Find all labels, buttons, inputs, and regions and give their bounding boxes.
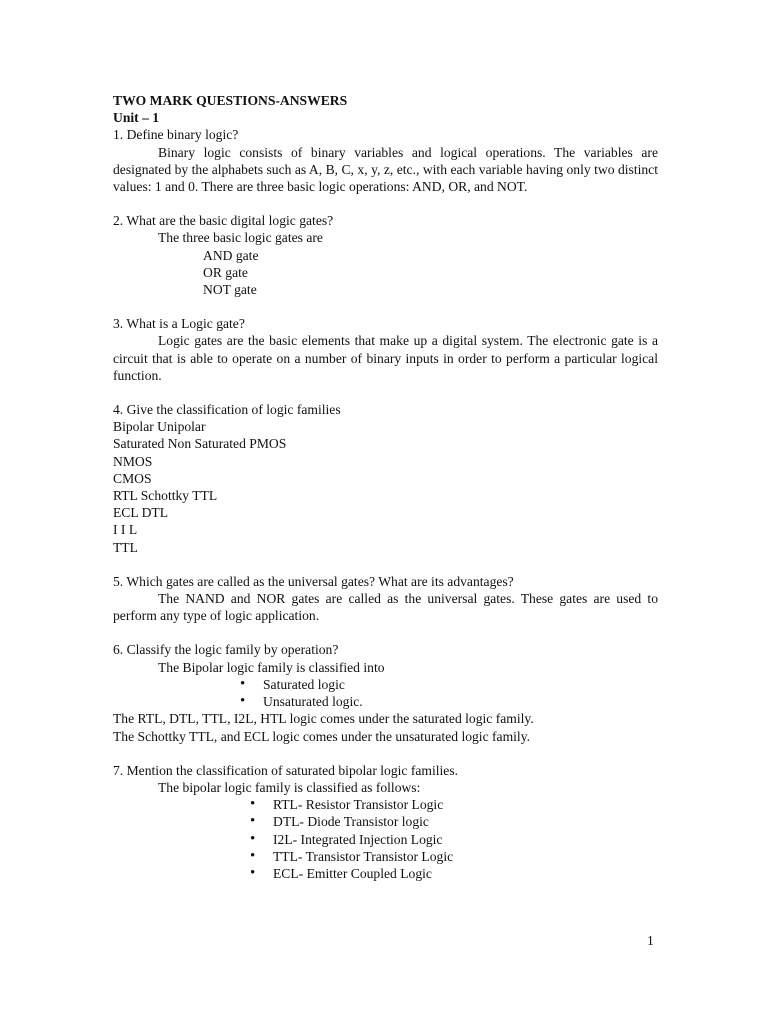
gate-item: OR gate bbox=[203, 264, 248, 280]
answer-6-note: The RTL, DTL, TTL, I2L, HTL logic comes under the saturated logic family. bbox=[113, 711, 534, 727]
question-1: 1. Define binary logic? bbox=[113, 127, 239, 143]
list-item: • ECL- Emitter Coupled Logic bbox=[113, 865, 658, 882]
list-item: • DTL- Diode Transistor logic bbox=[113, 813, 658, 830]
list-item: • TTL- Transistor Transistor Logic bbox=[113, 848, 658, 865]
answer-7-intro: The bipolar logic family is classified as follows: bbox=[158, 779, 421, 795]
gate-item: AND gate bbox=[203, 247, 259, 263]
family-line: Bipolar Unipolar bbox=[113, 419, 206, 435]
family-line: CMOS bbox=[113, 470, 152, 486]
list-item: • Unsaturated logic. bbox=[113, 693, 658, 710]
question-7: 7. Mention the classification of saturated bipolar logic families. bbox=[113, 762, 459, 778]
bullet-list bbox=[113, 796, 658, 882]
page-number: 1 bbox=[647, 933, 654, 948]
answer-6-note: The Schottky TTL, and ECL logic comes under the unsaturated logic family. bbox=[113, 728, 531, 744]
family-line: Saturated Non Saturated PMOS bbox=[113, 436, 287, 452]
question-5: 5. Which gates are called as the universal gates? What are its advantages? bbox=[113, 573, 514, 589]
question-4: 4. Give the classification of logic families bbox=[113, 402, 341, 418]
list-item: • I2L- Integrated Injection Logic bbox=[113, 831, 658, 848]
list-item: • Saturated logic bbox=[113, 676, 658, 693]
family-line: RTL Schottky TTL bbox=[113, 488, 218, 504]
answer-2-intro: The three basic logic gates are bbox=[158, 230, 323, 246]
unit-heading: Unit – 1 bbox=[113, 110, 160, 126]
answer-5: The NAND and NOR gates are called as the universal gates. These gates are used to perform any type of logic application. bbox=[113, 591, 658, 624]
document-title: TWO MARK QUESTIONS-ANSWERS bbox=[113, 93, 348, 108]
list-item: • RTL- Resistor Transistor Logic bbox=[113, 796, 658, 813]
family-line: I I L bbox=[113, 522, 138, 538]
question-2: 2. What are the basic digital logic gates? bbox=[113, 213, 334, 229]
answer-3: Logic gates are the basic elements that make up a digital system. The electronic gate is a circuit that is able to operate on a number of binary inputs in order to perform a particular logical function. bbox=[113, 333, 658, 383]
document-page bbox=[113, 92, 658, 882]
question-3: 3. What is a Logic gate? bbox=[113, 316, 245, 332]
family-line: ECL DTL bbox=[113, 505, 168, 521]
bullet-list bbox=[113, 676, 658, 710]
answer-6-intro: The Bipolar logic family is classified into bbox=[158, 659, 385, 675]
answer-1: Binary logic consists of binary variables and logical operations. The variables are designated by the alphabets such as A, B, C, x, y, z, etc., with each variable having only two distinct values: 1 and 0. There are three basic logic operations: AND, OR, and NOT. bbox=[113, 144, 658, 195]
family-line: TTL bbox=[113, 539, 138, 555]
question-6: 6. Classify the logic family by operation? bbox=[113, 642, 339, 658]
family-line: NMOS bbox=[113, 453, 153, 469]
gate-item: NOT gate bbox=[203, 282, 257, 298]
